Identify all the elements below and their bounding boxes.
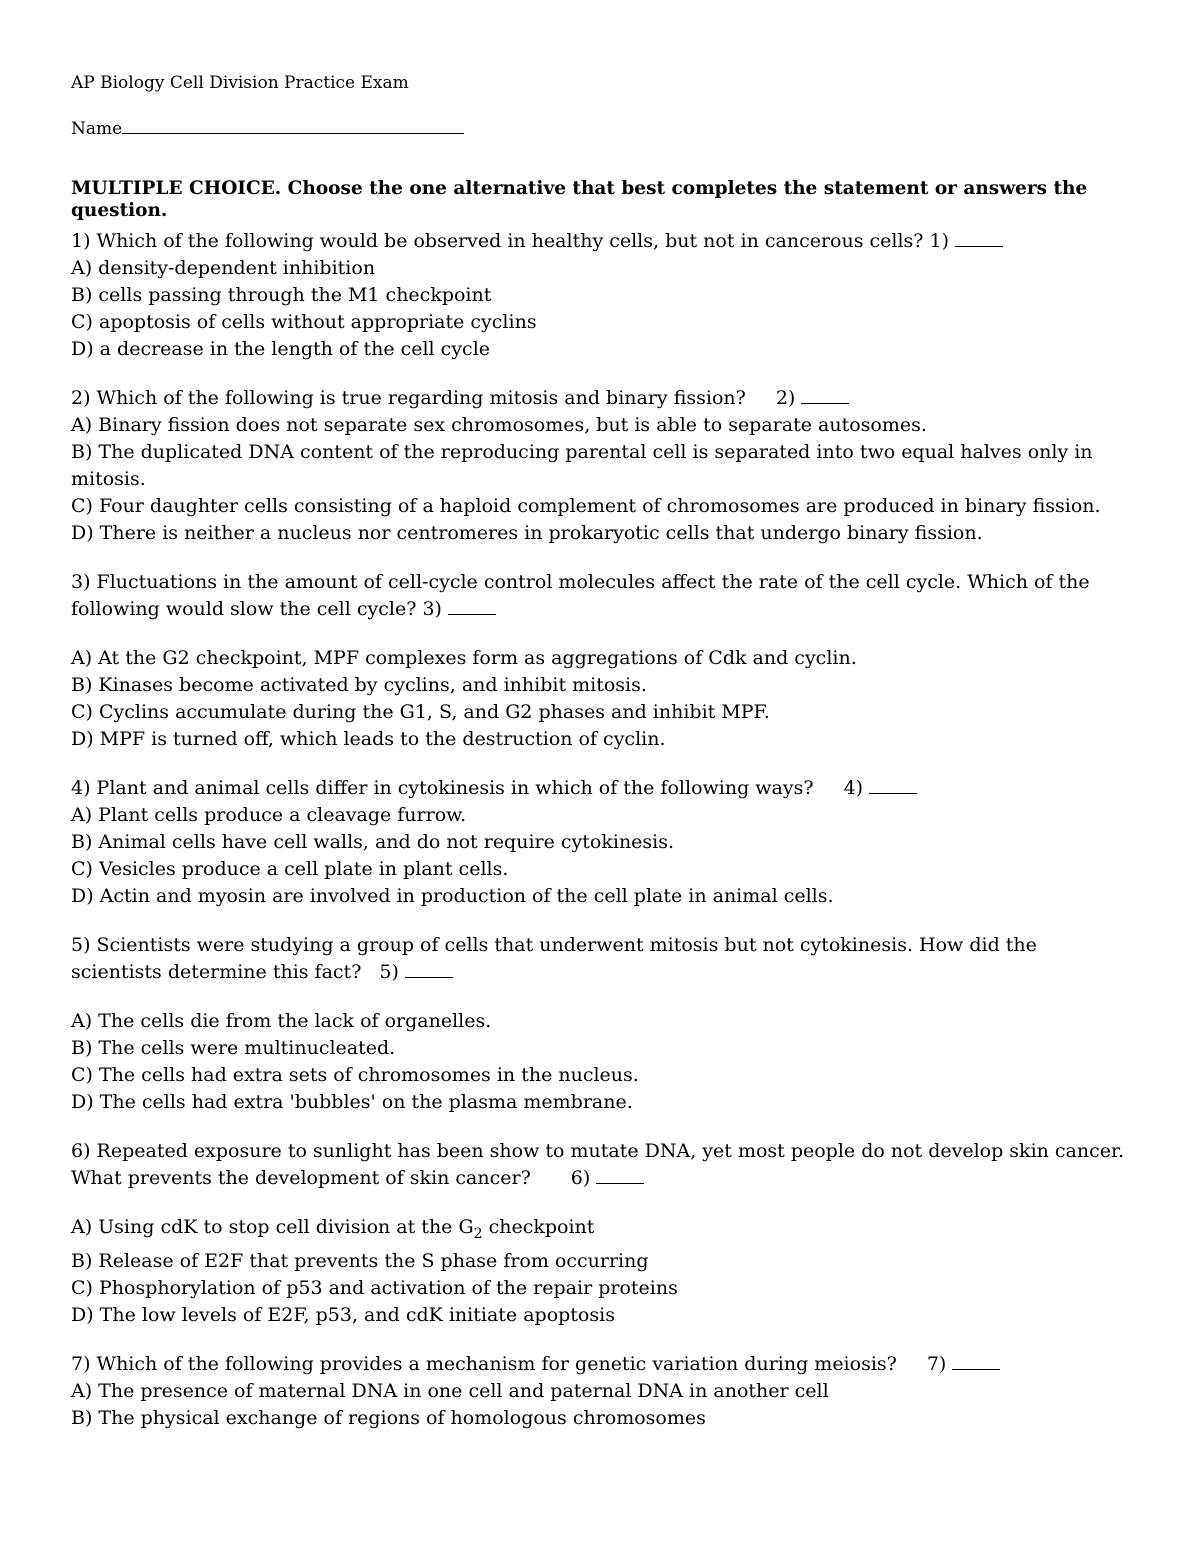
question-text: 4) Plant and animal cells differ in cytokinesis in which of the following ways? 4) [71,775,1131,802]
question-text: 6) Repeated exposure to sunlight has been show to mutate DNA, yet most people do not develop skin cancer. What prevents the development of skin cancer? 6) [71,1140,1125,1189]
answer-blank [869,779,917,794]
question-text: 1) Which of the following would be observed in healthy cells, but not in cancerous cells? 1) [71,228,1131,255]
question-7 [71,1351,1131,1432]
option-a: A) The presence of maternal DNA in one cell and paternal DNA in another cell [71,1380,829,1402]
question-3 [71,569,1131,753]
option-d: D) There is neither a nucleus nor centromeres in prokaryotic cells that undergo binary fission. [71,522,983,544]
option-b: B) The duplicated DNA content of the reproducing parental cell is separated into two equal halves only in mitosis. [71,441,1093,490]
option-a: A) Binary fission does not separate sex chromosomes, but is able to separate autosomes. [71,414,927,436]
question-text: 2) Which of the following is true regarding mitosis and binary fission? 2) [71,385,1131,412]
answer-label: 1) [929,230,950,252]
option-a: A) density-dependent inhibition [71,257,376,279]
option-a: A) Plant cells produce a cleavage furrow. [71,804,467,826]
option-a: A) The cells die from the lack of organelles. [71,1010,492,1032]
question-6 [71,1138,1131,1329]
answer-blank [801,389,849,404]
option-c: C) apoptosis of cells without appropriate cyclins [71,311,537,333]
option-b: B) The physical exchange of regions of homologous chromosomes [71,1407,706,1429]
question-2 [71,385,1131,547]
option-b: B) Animal cells have cell walls, and do not require cytokinesis. [71,831,675,853]
answer-label: 2) [775,387,796,409]
option-b: B) The cells were multinucleated. [71,1037,396,1059]
option-d: D) a decrease in the length of the cell cycle [71,338,491,360]
option-d: D) Actin and myosin are involved in production of the cell plate in animal cells. [71,885,834,907]
option-d: D) MPF is turned off, which leads to the destruction of cyclin. [71,728,666,750]
answer-blank [448,600,496,615]
question-5 [71,932,1131,1116]
answer-label: 3) [422,598,442,620]
answer-label: 6) [570,1167,591,1189]
answer-label: 4) [843,777,864,799]
name-field-row [71,116,1131,142]
answer-blank [405,963,453,978]
question-4 [71,775,1131,910]
name-blank-line [122,117,464,134]
option-c: C) The cells had extra sets of chromosomes in the nucleus. [71,1064,639,1086]
answer-blank [596,1169,644,1184]
name-label: Name [71,119,123,139]
option-d: D) The cells had extra 'bubbles' on the plasma membrane. [71,1091,633,1113]
answer-blank [952,1355,1000,1370]
option-c: C) Four daughter cells consisting of a haploid complement of chromosomes are produced in binary fission. [71,495,1101,517]
exam-page [71,70,1131,1432]
option-c: C) Cyclins accumulate during the G1, S, and G2 phases and inhibit MPF. [71,701,770,723]
option-b: B) Kinases become activated by cyclins, and inhibit mitosis. [71,674,647,696]
option-c: C) Vesicles produce a cell plate in plant cells. [71,858,509,880]
answer-label: 5) [379,961,399,983]
option-b: B) Release of E2F that prevents the S phase from occurring [71,1250,649,1272]
option-a: A) Using cdK to stop cell division at the $G_2$ checkpoint [71,1216,595,1242]
question-text: 5) Scientists were studying a group of cells that underwent mitosis but not cytokinesis. How did the scientists determine this fact? 5) [71,934,1037,983]
question-text: 3) Fluctuations in the amount of cell-cycle control molecules affect the rate of the cell cycle. Which of the following would slow the cell cycle? 3) [71,571,1090,620]
answer-label: 7) [926,1353,947,1375]
question-1 [71,228,1131,363]
option-c: C) Phosphorylation of p53 and activation of the repair proteins [71,1277,678,1299]
exam-title: AP Biology Cell Division Practice Exam [71,73,409,93]
option-a: A) At the G2 checkpoint, MPF complexes form as aggregations of Cdk and cyclin. [71,647,857,669]
answer-blank [955,232,1003,247]
option-b: B) cells passing through the M1 checkpoint [71,284,492,306]
question-text: 7) Which of the following provides a mechanism for genetic variation during meiosis? 7) [71,1351,1131,1378]
instructions: MULTIPLE CHOICE. Choose the one alternative that best completes the statement or answers the question. [71,178,1088,221]
option-d: D) The low levels of E2F, p53, and cdK initiate apoptosis [71,1304,615,1326]
